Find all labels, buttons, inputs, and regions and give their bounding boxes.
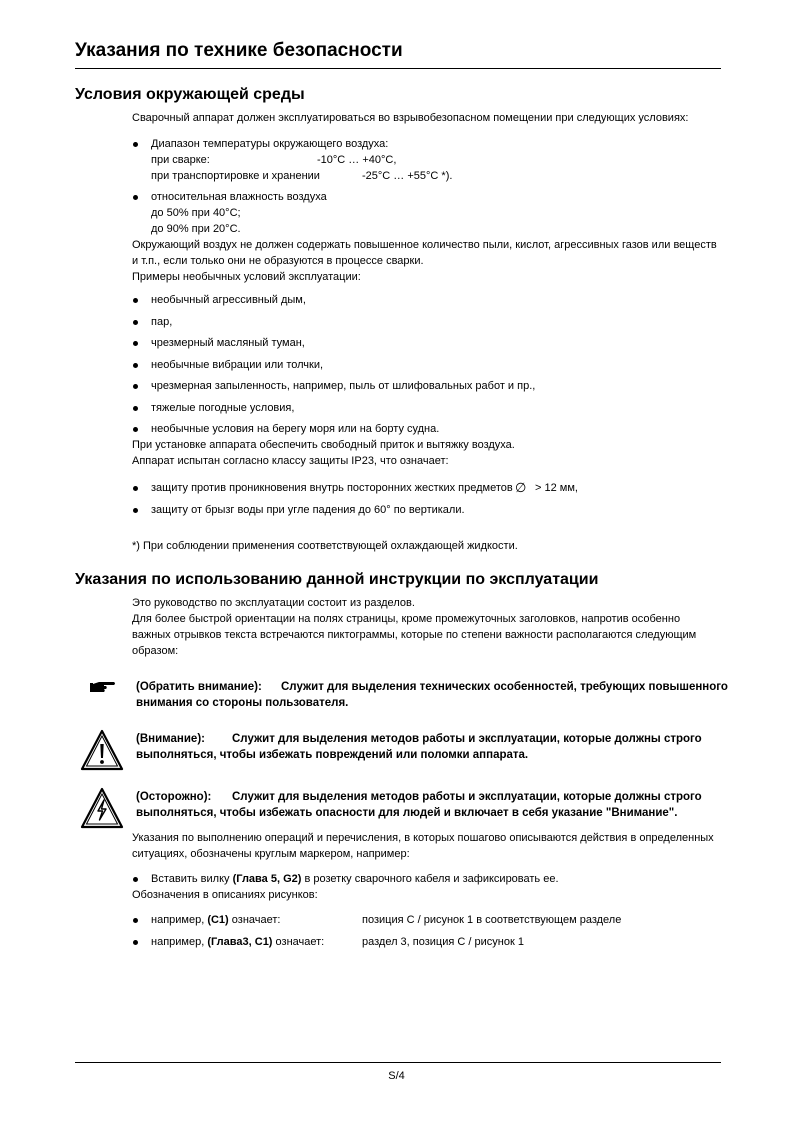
protection-item: защиту против проникновения внутрь посторонних жестких предметов xyxy=(151,482,513,494)
section-heading-environment: Условия окружающей среды xyxy=(75,86,305,103)
note-danger-line2: выполняться, чтобы избежать опасности для людей и включает в себя указание "Внимание". xyxy=(136,807,678,819)
bullet xyxy=(133,877,138,882)
temp-weld-value: -10°C … +40°C, xyxy=(317,154,397,166)
example-item: необычные вибрации или толчки, xyxy=(151,359,324,371)
bullet xyxy=(133,195,138,200)
page-number: S/4 xyxy=(388,1070,405,1082)
bullet xyxy=(133,508,138,513)
warning-icon xyxy=(80,729,124,771)
section-heading-manual-usage: Указания по использованию данной инструкции по эксплуатации xyxy=(75,571,599,588)
fig-example-text: например, xyxy=(151,936,205,948)
fig-example-text: означает: xyxy=(231,914,281,926)
fig-example-ref: (Глава3, С1) xyxy=(207,936,273,948)
example-op-text: в розетку сварочного кабеля и зафиксировать ее. xyxy=(304,873,559,885)
bullet xyxy=(133,384,138,389)
temp-transport-label: при транспортировке и хранении xyxy=(151,170,320,182)
bullet xyxy=(133,320,138,325)
bullet xyxy=(133,298,138,303)
bullet xyxy=(133,341,138,346)
figure-example-2 xyxy=(151,934,324,950)
note-attention-line1: Служит для выделения технических особенностей, требующих повышенного xyxy=(281,681,728,693)
footer-rule xyxy=(75,1062,721,1063)
bullet xyxy=(133,363,138,368)
pointing-hand-icon xyxy=(90,680,116,694)
humidity-line2: до 90% при 20°C. xyxy=(151,223,241,235)
fig-example-ref: (С1) xyxy=(207,914,229,926)
high-voltage-icon xyxy=(80,787,124,829)
bullet xyxy=(133,406,138,411)
bullet xyxy=(133,486,138,491)
ip-note: Аппарат испытан согласно классу защиты IP23, что означает: xyxy=(132,455,449,467)
bullet xyxy=(133,427,138,432)
figure-example-2-value: раздел 3, позиция С / рисунок 1 xyxy=(362,936,524,948)
temp-weld-label: при сварке: xyxy=(151,154,210,166)
example-item: чрезмерная запыленность, например, пыль от шлифовальных работ и пр., xyxy=(151,380,536,392)
bullet xyxy=(133,918,138,923)
page-title: Указания по технике безопасности xyxy=(75,40,403,61)
ops-line2: ситуациях, обозначены круглым маркером, например: xyxy=(132,848,410,860)
example-item: тяжелые погодные условия, xyxy=(151,402,295,414)
humidity-label: относительная влажность воздуха xyxy=(151,191,327,203)
figure-example-1 xyxy=(151,912,280,928)
fig-example-text: означает: xyxy=(275,936,325,948)
example-item: пар, xyxy=(151,316,173,328)
ops-line1: Указания по выполнению операций и перечисления, в которых пошагово описываются действия в определенных xyxy=(132,832,714,844)
example-op-ref: (Глава 5, G2) xyxy=(232,873,302,885)
note-danger-label: (Осторожно): xyxy=(136,791,212,803)
install-note: При установке аппарата обеспечить свободный приток и вытяжку воздуха. xyxy=(132,439,515,451)
figure-notation-label: Обозначения в описаниях рисунков: xyxy=(132,889,318,901)
diameter-value: > 12 мм, xyxy=(535,482,578,494)
footnote: *) При соблюдении применения соответствующей охлаждающей жидкости. xyxy=(132,540,518,552)
diameter-icon: ∅ xyxy=(515,480,527,495)
example-op-text: Вставить вилку xyxy=(151,873,230,885)
temp-label: Диапазон температуры окружающего воздуха: xyxy=(151,138,389,150)
title-rule xyxy=(75,68,721,69)
humidity-line1: до 50% при 40°C; xyxy=(151,207,241,219)
fig-example-text: например, xyxy=(151,914,205,926)
example-item: чрезмерный масляный туман, xyxy=(151,337,305,349)
manual-p1: Это руководство по эксплуатации состоит из разделов. xyxy=(132,597,415,609)
note-caution-line2: выполняться, чтобы избежать повреждений или поломки аппарата. xyxy=(136,749,529,761)
air-line2: и т.п., если только они не образуются в процессе сварки. xyxy=(132,255,424,267)
note-attention-label: (Обратить внимание): xyxy=(136,681,262,693)
manual-p3: важных отрывков текста встречаются пиктограммы, которые по степени важности располагаются следующим xyxy=(132,629,697,641)
examples-label: Примеры необычных условий эксплуатации: xyxy=(132,271,361,283)
air-line1: Окружающий воздух не должен содержать повышенное количество пыли, кислот, агрессивных газов или веществ xyxy=(132,239,717,251)
note-caution-line1: Служит для выделения методов работы и эксплуатации, которые должны строго xyxy=(232,733,702,745)
note-caution-label: (Внимание): xyxy=(136,733,205,745)
example-operation xyxy=(151,871,559,887)
note-danger-line1: Служит для выделения методов работы и эксплуатации, которые должны строго xyxy=(232,791,702,803)
figure-example-1-value: позиция С / рисунок 1 в соответствующем разделе xyxy=(362,914,622,926)
note-attention-line2: внимания со стороны пользователя. xyxy=(136,697,349,709)
bullet xyxy=(133,142,138,147)
manual-p4: образом: xyxy=(132,645,179,657)
env-intro: Сварочный аппарат должен эксплуатироваться во взрывобезопасном помещении при следующих условиях: xyxy=(132,112,689,124)
bullet xyxy=(133,940,138,945)
example-item: необычные условия на берегу моря или на борту судна. xyxy=(151,423,440,435)
protection-item: защиту от брызг воды при угле падения до 60° по вертикали. xyxy=(151,504,465,516)
manual-p2: Для более быстрой ориентации на полях страницы, кроме промежуточных заголовков, напротив особенно xyxy=(132,613,681,625)
example-item: необычный агрессивный дым, xyxy=(151,294,306,306)
temp-transport-value: -25°C … +55°C *). xyxy=(362,170,453,182)
